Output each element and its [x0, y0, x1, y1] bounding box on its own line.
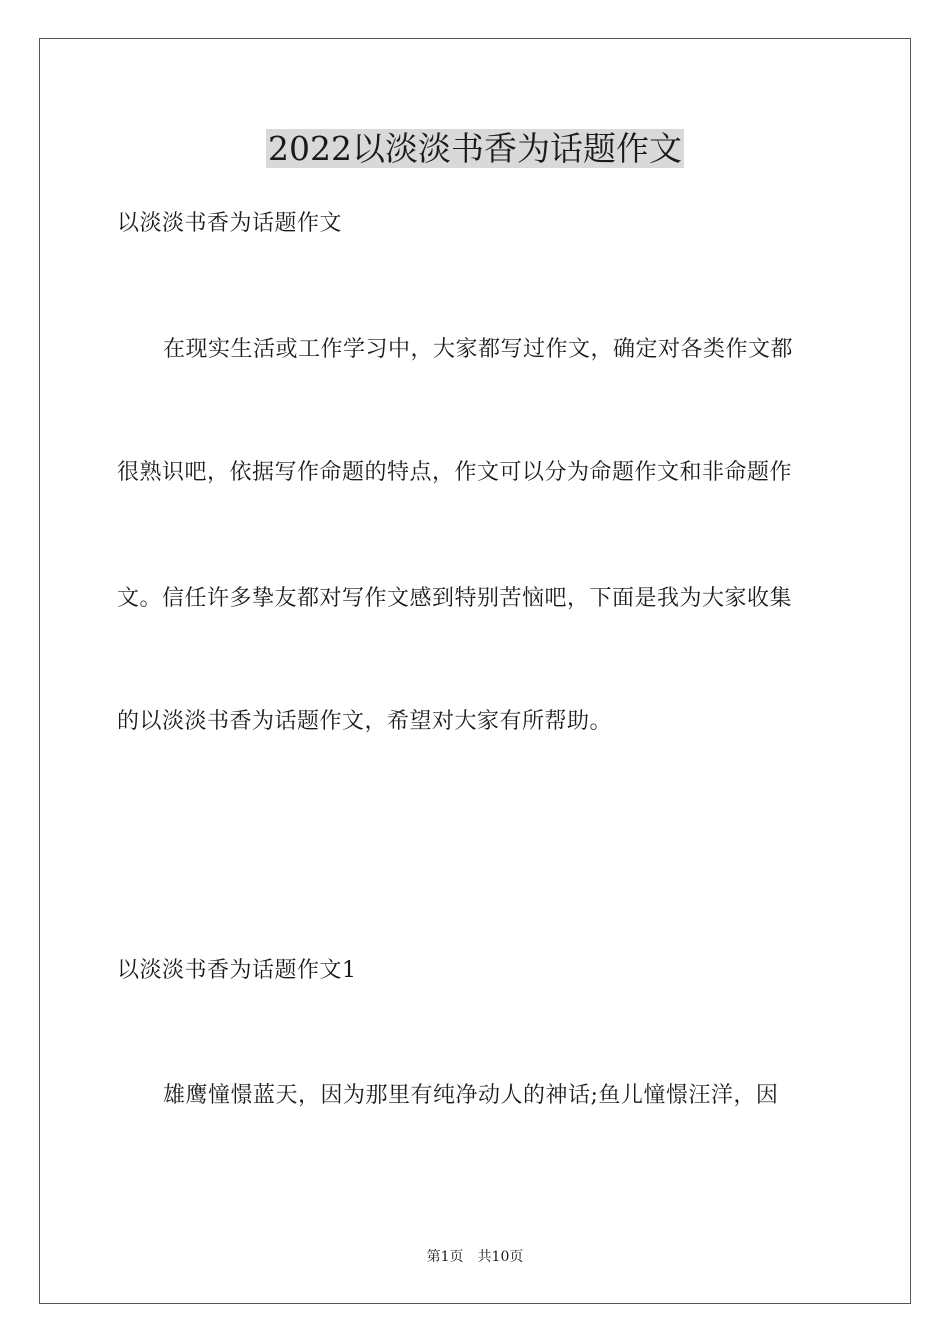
page-number: 第1页 — [426, 1249, 464, 1265]
intro-line-4: 的以淡淡书香为话题作文，希望对大家有所帮助。 — [117, 709, 613, 734]
document-subtitle: 以淡淡书香为话题作文 — [117, 211, 343, 236]
page-total: 共10页 — [477, 1249, 524, 1265]
document-title — [0, 126, 950, 172]
intro-line-1: 在现实生活或工作学习中，大家都写过作文，确定对各类作文都 — [163, 337, 794, 362]
intro-line-3: 文。信任许多挚友都对写作文感到特别苦恼吧，下面是我为大家收集 — [117, 586, 793, 611]
document-title-text: 2022以淡淡书香为话题作文 — [268, 129, 682, 168]
intro-line-2: 很熟识吧，依据写作命题的特点，作文可以分为命题作文和非命题作 — [117, 460, 793, 485]
section-line-1: 雄鹰憧憬蓝天，因为那里有纯净动人的神话;鱼儿憧憬汪洋，因 — [163, 1083, 779, 1108]
section-heading: 以淡淡书香为话题作文1 — [117, 958, 357, 983]
page-footer — [0, 1247, 950, 1267]
